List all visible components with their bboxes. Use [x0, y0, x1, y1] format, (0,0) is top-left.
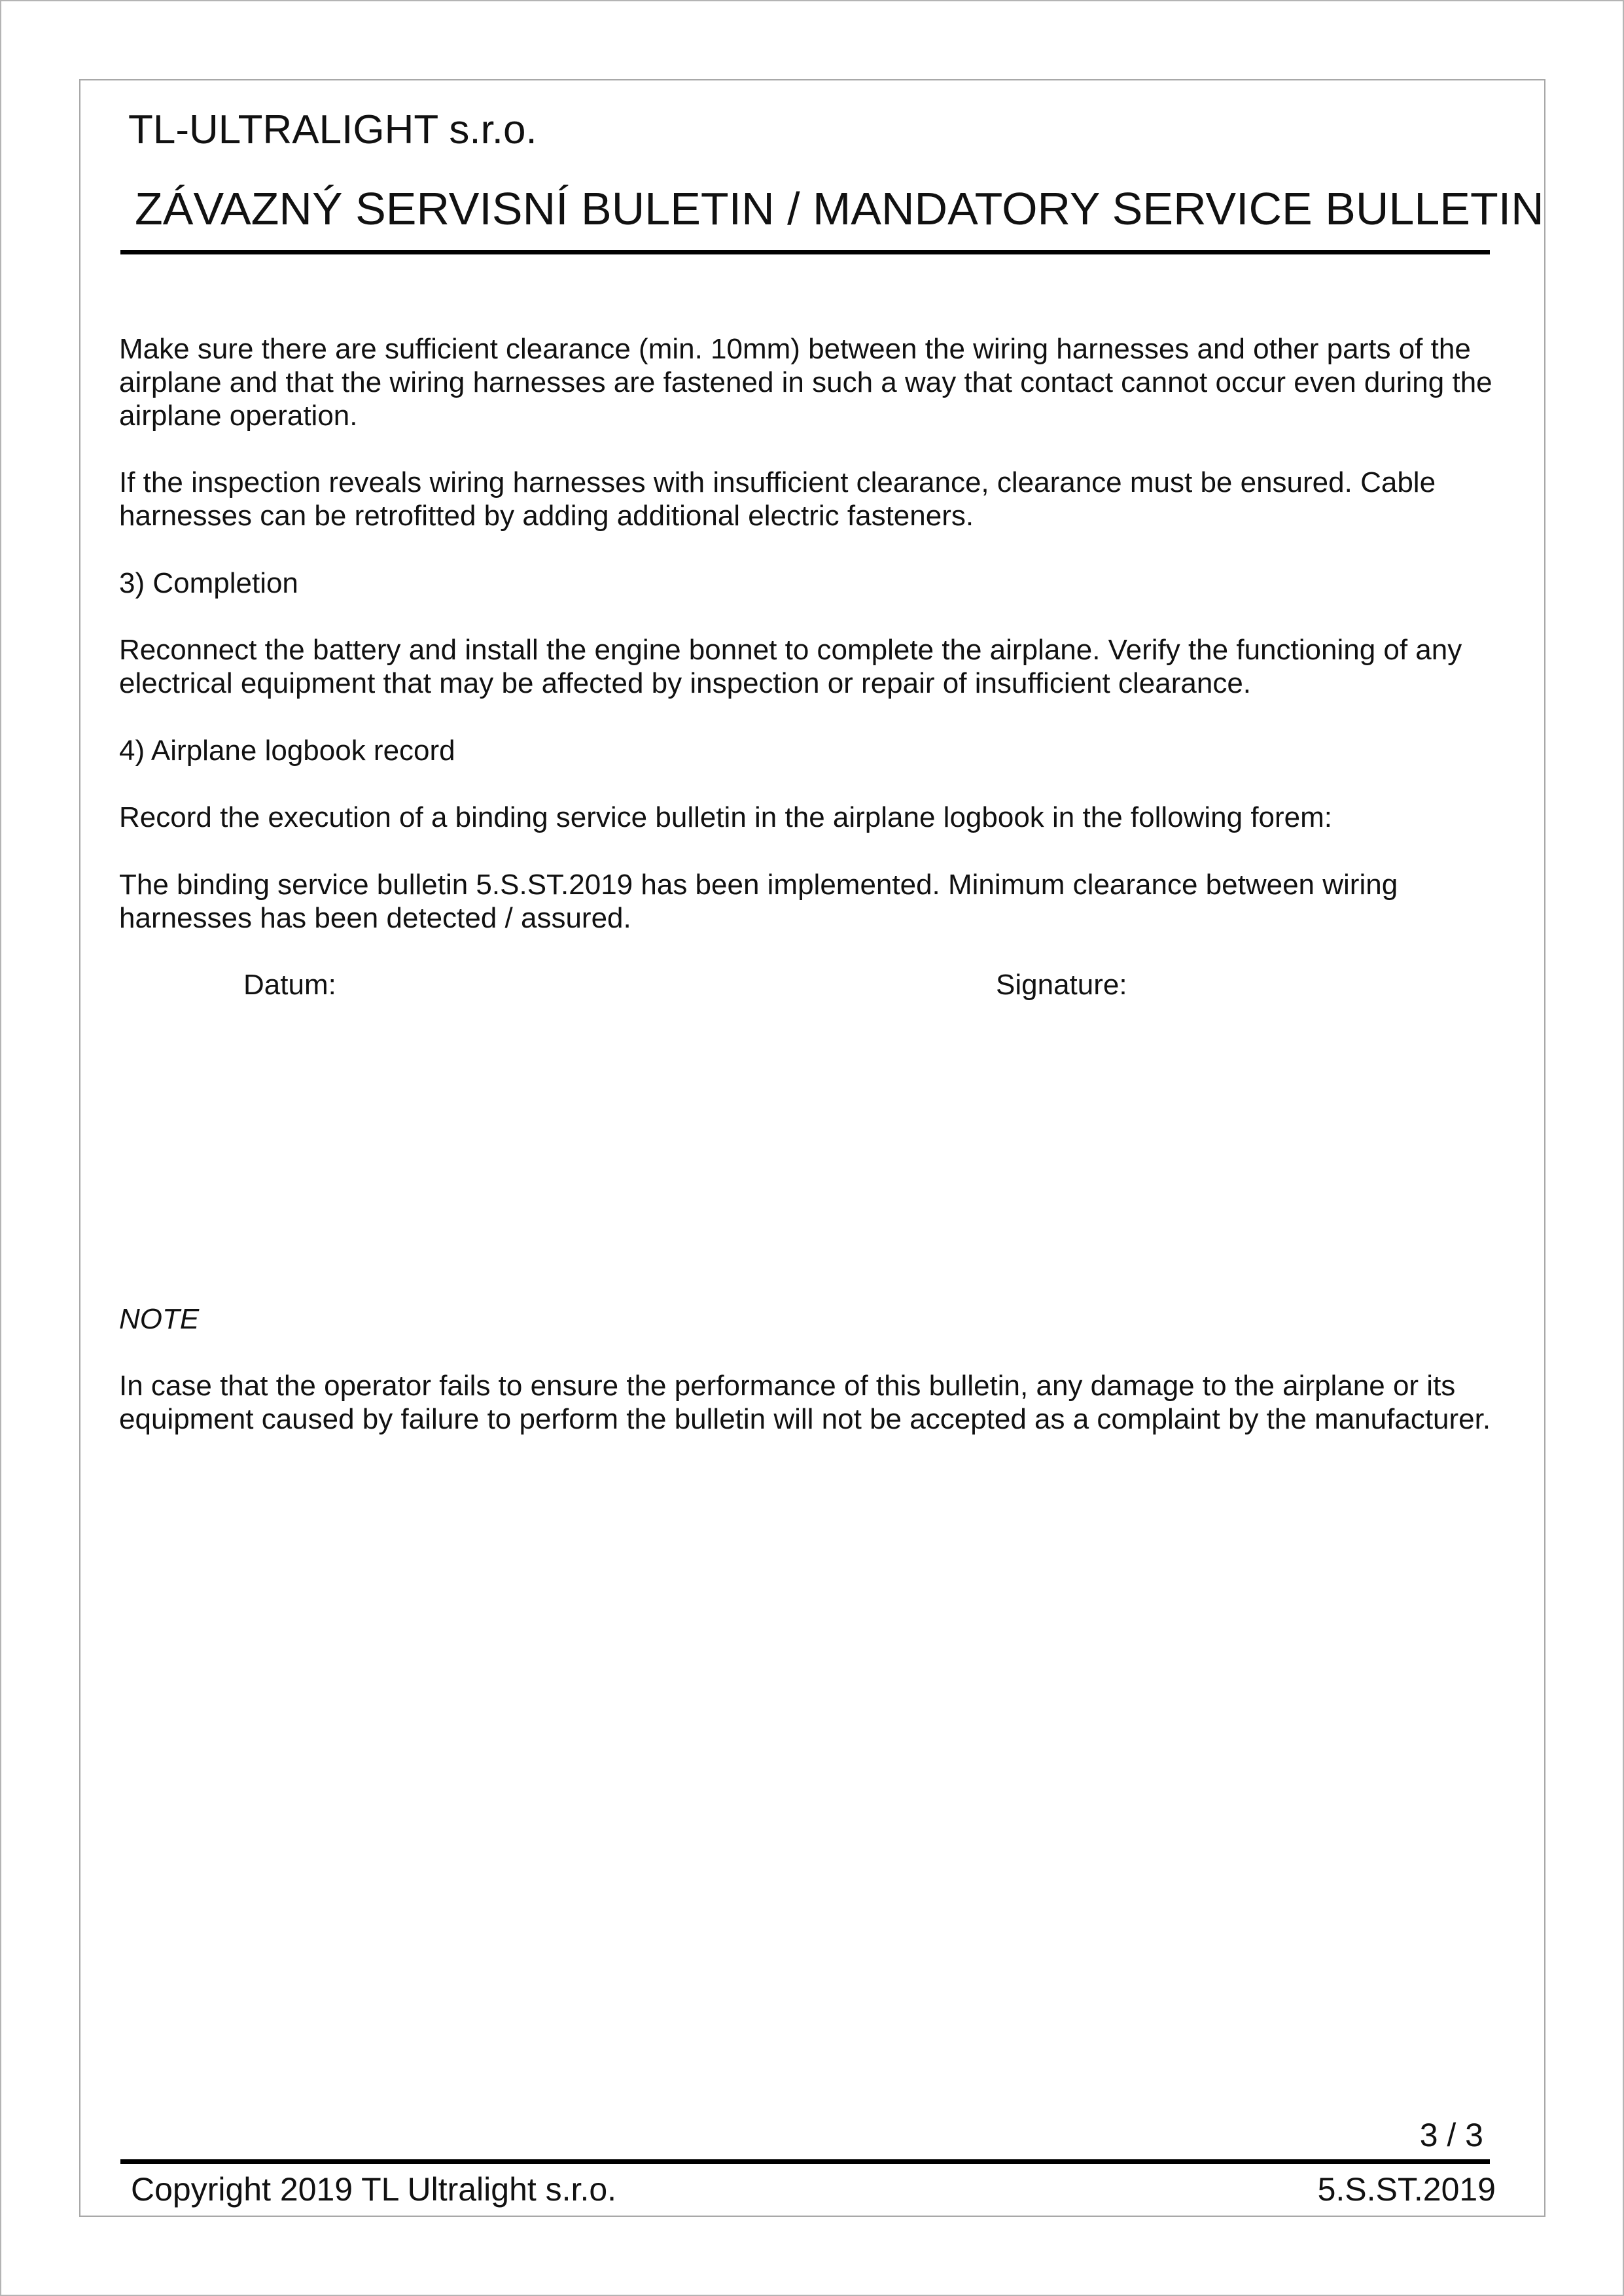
copyright-text: Copyright 2019 TL Ultralight s.r.o. — [131, 2171, 617, 2208]
paragraph-completion: Reconnect the battery and install the engine bonnet to complete the airplane. Verify the functioning of any electrical equipment that may be affected by inspection or repair of insufficient clearance. — [119, 634, 1462, 699]
note-text: In case that the operator fails to ensure the performance of this bulletin, any damage to the airplane or its equipment caused by failure to perform the bulletin will not be accepted as a complaint by the manufacturer. — [119, 1370, 1491, 1435]
paragraph-inspection: If the inspection reveals wiring harnesses with insufficient clearance, clearance must be ensured. Cable harnesses can be retrofitted by adding additional electric fasteners. — [119, 466, 1436, 532]
heading-logbook: 4) Airplane logbook record — [119, 735, 455, 767]
signature-label: Signature: — [996, 969, 1127, 1001]
document-id: 5.S.ST.2019 — [1317, 2171, 1496, 2208]
bulletin-title: ZÁVAZNÝ SERVISNÍ BULETIN / MANDATORY SERVICE BULLETIN — [135, 183, 1544, 234]
header-rule — [120, 250, 1490, 254]
company-name: TL-ULTRALIGHT s.r.o. — [128, 107, 537, 152]
note-heading: NOTE — [119, 1303, 200, 1335]
paragraph-record: The binding service bulletin 5.S.ST.2019 has been implemented. Minimum clearance between wiring harnesses has been detected / assured. — [119, 869, 1398, 934]
heading-completion: 3) Completion — [119, 567, 298, 599]
footer-rule — [120, 2159, 1490, 2164]
paragraph-clearance: Make sure there are sufficient clearance (min. 10mm) between the wiring harnesses and other parts of the airplane and that the wiring harnesses are fastened in such a way that contact cannot occur even during the airplane operation. — [119, 333, 1492, 432]
datum-label: Datum: — [243, 969, 336, 1001]
page-number: 3 / 3 — [1419, 2117, 1483, 2153]
paragraph-logbook: Record the execution of a binding service bulletin in the airplane logbook in the following forem: — [119, 801, 1333, 833]
